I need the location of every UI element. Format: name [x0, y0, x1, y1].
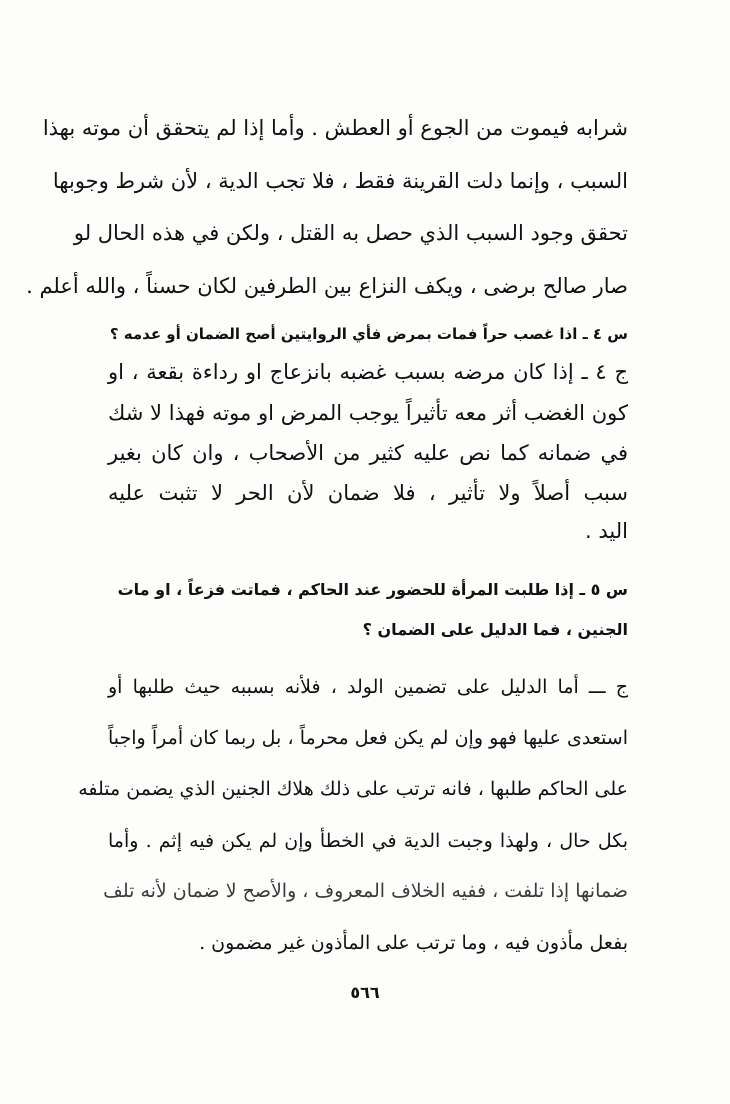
answer-line: في ضمانه كما نص عليه كثير من الأصحاب ، وان كان بغير: [108, 441, 628, 465]
answer-line: على الحاكم طلبها ، فانه ترتب على ذلك هلاك الجنين الذي يضمن متلفه: [78, 778, 628, 800]
question-heading: الجنين ، فما الدليل على الضمان ؟: [362, 620, 628, 639]
answer-line: كون الغضب أثر معه تأثيراً يوجب المرض او موته فهذا لا شك: [108, 401, 628, 425]
answer-line: بكل حال ، ولهذا وجبت الدية في الخطأ وإن لم يكن فيه إثم . وأما: [108, 830, 628, 852]
answer-line: ج ـــ أما الدليل على تضمين الولد ، فلأنه بسببه حيث طلبها أو: [108, 676, 628, 698]
answer-line: بفعل مأذون فيه ، وما ترتب على المأذون غير مضمون .: [199, 932, 628, 954]
paragraph-line: صار صالح برضى ، ويكف النزاع بين الطرفين لكان حسناً ، والله أعلم .: [26, 274, 628, 298]
answer-line: استعدى عليها فهو وإن لم يكن فعل محرماً ، بل ربما كان أمراً واجباً: [108, 727, 628, 749]
answer-line: اليد .: [585, 519, 628, 543]
page-number: ٥٦٦: [350, 983, 380, 1002]
answer-line: ج ٤ ـ إذا كان مرضه بسبب غضبه بانزعاج او رداءة بقعة ، او: [108, 360, 628, 384]
question-heading: س ٥ ـ إذا طلبت المرأة للحضور عند الحاكم ، فماتت فزعاً ، او مات: [117, 580, 628, 599]
question-heading: س ٤ ـ اذا غصب حراً فمات بمرض فأي الروايتين أصح الضمان أو عدمه ؟: [109, 325, 628, 343]
paragraph-line: السبب ، وإنما دلت القرينة فقط ، فلا تجب الدية ، لأن شرط وجوبها: [52, 169, 628, 193]
paragraph-line: تحقق وجود السبب الذي حصل به القتل ، ولكن في هذه الحال لو: [73, 221, 628, 245]
answer-line: سبب أصلاً ولا تأثير ، فلا ضمان لأن الحر لا تثبت عليه: [108, 481, 628, 505]
paragraph-line: شرابه فيموت من الجوع أو العطش . وأما إذا لم يتحقق أن موته بهذا: [42, 116, 628, 140]
answer-line: ضمانها إذا تلفت ، ففيه الخلاف المعروف ، والأصح لا ضمان لأنه تلف: [103, 880, 628, 902]
